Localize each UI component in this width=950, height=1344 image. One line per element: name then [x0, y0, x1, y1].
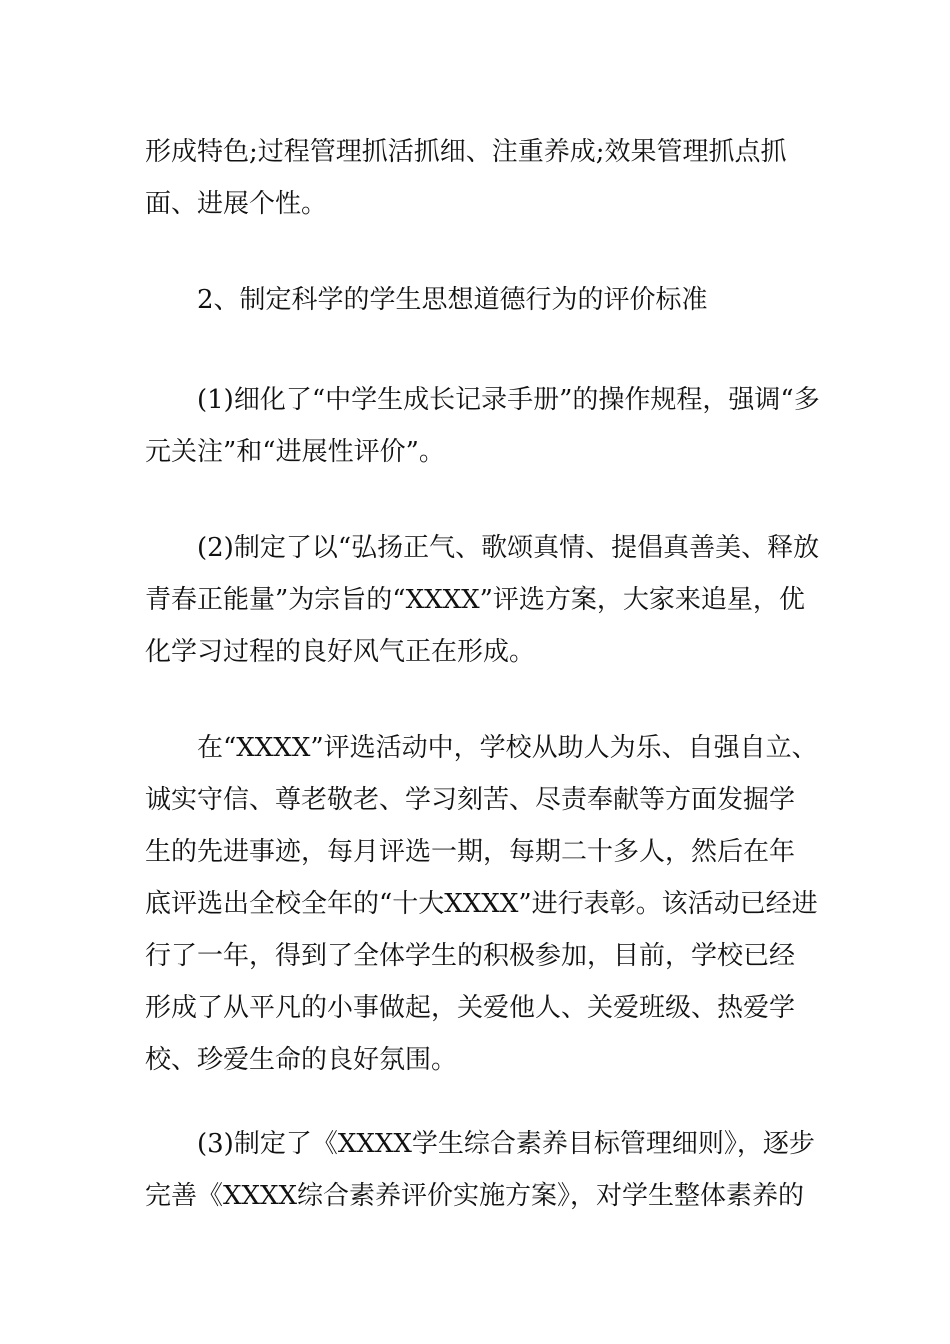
paragraph-item-1: (1)细化了“中学生成长记录手册”的操作规程，强调“多元关注”和“进展性评价”。: [145, 385, 820, 467]
paragraph-item-2: (2)制定了以“弘扬正气、歌颂真情、提倡真善美、释放青春正能量”为宗旨的“XXXX”评选方案，大家来追星，优化学习过程的良好风气正在形成。: [145, 533, 820, 667]
paragraph-item-3: (3)制定了《XXXX学生综合素养目标管理细则》，逐步完善《XXXX综合素养评价实施方案》，对学生整体素养的: [145, 1129, 815, 1211]
paragraph-activity: 在“XXXX”评选活动中，学校从助人为乐、自强自立、诚实守信、尊老敬老、学习刻苦、尽责奉献等方面发掘学生的先进事迹，每月评选一期，每期二十多人，然后在年底评选出全校全年的“十大XXXX”进行表彰。该活动已经进行了一年，得到了全体学生的积极参加，目前，学校已经形成了从平凡的小事做起，关爱他人、关爱班级、热爱学校、珍爱生命的良好氛围。: [145, 733, 818, 1075]
section-heading: 2、制定科学的学生思想道德行为的评价标准: [197, 285, 708, 315]
paragraph-continuation: 形成特色;过程管理抓活抓细、注重养成;效果管理抓点抓面、进展个性。: [145, 137, 787, 219]
